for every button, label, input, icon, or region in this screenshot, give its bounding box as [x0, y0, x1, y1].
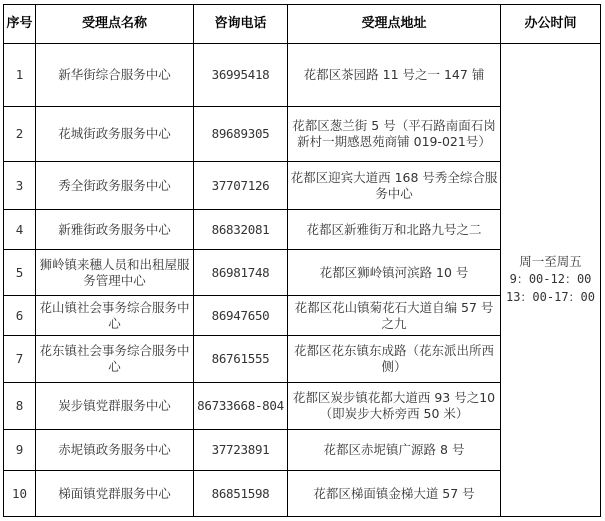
row-name: 赤坭镇政务服务中心 — [36, 430, 194, 471]
row-index: 2 — [4, 107, 36, 162]
office-hours-afternoon: 13：00-17：00 — [505, 290, 596, 304]
row-index: 8 — [4, 383, 36, 430]
row-index: 5 — [4, 250, 36, 296]
header-name: 受理点名称 — [36, 5, 194, 44]
row-name: 狮岭镇来穗人员和出租屋服务管理中心 — [36, 250, 194, 296]
row-index: 7 — [4, 336, 36, 383]
office-hours-morning: 9：00-12：00 — [509, 272, 592, 286]
header-phone: 咨询电话 — [194, 5, 288, 44]
row-name: 秀全街政务服务中心 — [36, 162, 194, 210]
row-address: 花都区茶园路 11 号之一 147 铺 — [288, 44, 501, 107]
row-phone: 36995418 — [194, 44, 288, 107]
table-row — [4, 44, 601, 107]
row-name: 新华街综合服务中心 — [36, 44, 194, 107]
row-address: 花都区赤坭镇广源路 8 号 — [288, 430, 501, 471]
office-hours-cell — [501, 44, 601, 517]
header-row — [4, 5, 601, 44]
row-index: 4 — [4, 210, 36, 250]
row-address: 花都区新雅街万和北路九号之二 — [288, 210, 501, 250]
row-address: 花都区迎宾大道西 168 号秀全综合服务中心 — [288, 162, 501, 210]
row-name: 新雅街政务服务中心 — [36, 210, 194, 250]
row-address: 花都区花东镇东成路（花东派出所西侧） — [288, 336, 501, 383]
row-address: 花都区花山镇菊花石大道自编 57 号之九 — [288, 296, 501, 336]
row-address: 花都区狮岭镇河滨路 10 号 — [288, 250, 501, 296]
service-points-table — [3, 4, 601, 517]
office-days: 周一至周五 — [519, 254, 582, 269]
row-index: 9 — [4, 430, 36, 471]
row-name: 花山镇社会事务综合服务中心 — [36, 296, 194, 336]
row-phone: 86761555 — [194, 336, 288, 383]
row-index: 6 — [4, 296, 36, 336]
header-index: 序号 — [4, 5, 36, 44]
row-index: 3 — [4, 162, 36, 210]
row-phone: 86947650 — [194, 296, 288, 336]
row-address: 花都区葱兰街 5 号（平石路南面石岗新村一期感恩苑商铺 019-021号） — [288, 107, 501, 162]
row-index: 10 — [4, 471, 36, 517]
row-name: 花城街政务服务中心 — [36, 107, 194, 162]
row-phone: 86981748 — [194, 250, 288, 296]
row-phone: 89689305 — [194, 107, 288, 162]
header-address: 受理点地址 — [288, 5, 501, 44]
row-phone: 86851598 — [194, 471, 288, 517]
row-name: 梯面镇党群服务中心 — [36, 471, 194, 517]
row-name: 炭步镇党群服务中心 — [36, 383, 194, 430]
row-address: 花都区梯面镇金梯大道 57 号 — [288, 471, 501, 517]
row-phone: 86832081 — [194, 210, 288, 250]
row-phone: 37723891 — [194, 430, 288, 471]
row-name: 花东镇社会事务综合服务中心 — [36, 336, 194, 383]
header-hours: 办公时间 — [501, 5, 601, 44]
row-index: 1 — [4, 44, 36, 107]
row-phone: 37707126 — [194, 162, 288, 210]
row-address: 花都区炭步镇花都大道西 93 号之10（即炭步大桥旁西 50 米） — [288, 383, 501, 430]
row-phone: 86733668-804 — [194, 383, 288, 430]
